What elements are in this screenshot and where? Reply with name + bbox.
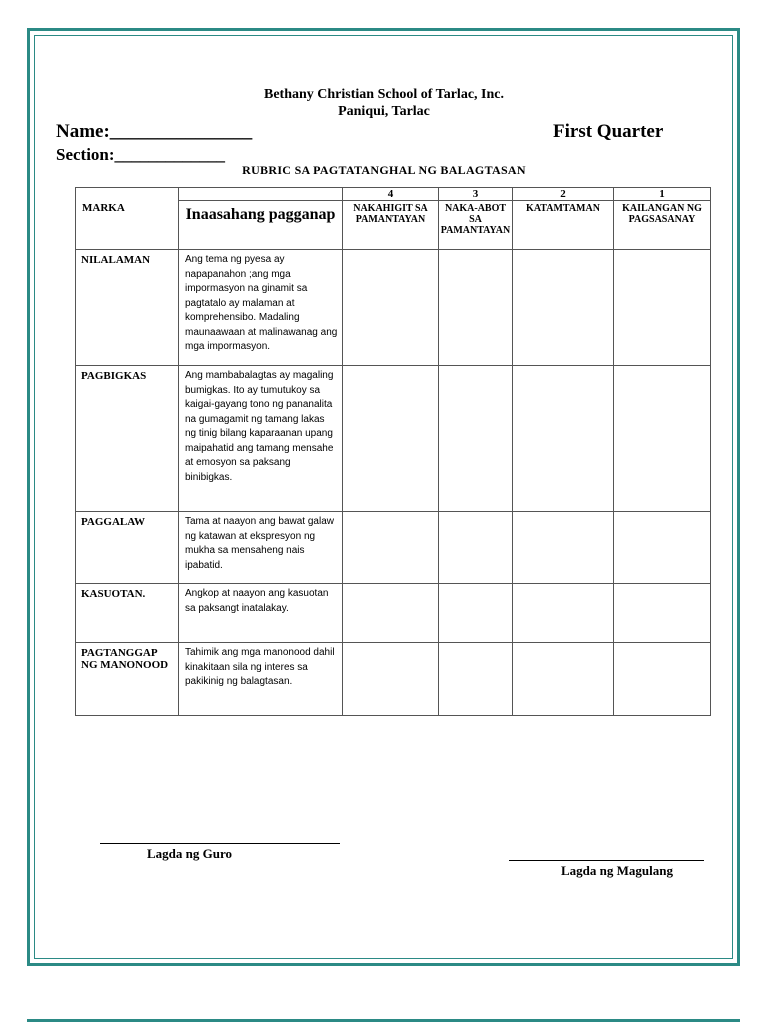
score-cell[interactable]: [343, 584, 439, 643]
score-cell[interactable]: [614, 512, 711, 584]
school-address: Paniqui, Tarlac: [338, 104, 430, 119]
table-row: [76, 643, 711, 716]
table-row: [76, 584, 711, 643]
parent-signature-line: [509, 860, 704, 861]
criterion-label: PAGGALAW: [76, 512, 179, 584]
bottom-rule: [27, 1019, 740, 1022]
score-cell[interactable]: [513, 584, 614, 643]
criterion-label: PAGBIGKAS: [76, 366, 179, 512]
teacher-signature-label: Lagda ng Guro: [147, 846, 233, 861]
score-cell[interactable]: [343, 512, 439, 584]
score-cell[interactable]: [513, 250, 614, 366]
score-cell[interactable]: [439, 512, 513, 584]
criterion-description: Ang mambabalagtas ay magaling bumigkas. Ito ay tumutukoy sa kaigai-gayang tono ng pananalita na gumagamit ng tamang lakas ng tinig bilang kaparaanan upang maipahatid ang tamang mensahe at emosyon sa paksang binibigkas.: [179, 366, 343, 512]
parent-signature-label: Lagda ng Magulang: [561, 863, 673, 878]
section-field: Section:_____________: [56, 145, 226, 164]
teacher-signature-line: [100, 843, 340, 844]
criterion-label: KASUOTAN.: [76, 584, 179, 643]
criterion-description: Tama at naayon ang bawat galaw ng katawan at ekspresyon ng mukha sa mensaheng nais ipabatid.: [179, 512, 343, 584]
table-row: [76, 250, 711, 366]
score-cell[interactable]: [614, 584, 711, 643]
level-nakahigit: NAKAHIGIT SA PAMANTAYAN: [343, 201, 439, 250]
quarter-label: First Quarter: [553, 121, 664, 142]
score-cell[interactable]: [614, 366, 711, 512]
table-row: [76, 366, 711, 512]
rubric-title: RUBRIC SA PAGTATANGHAL NG BALAGTASAN: [242, 163, 526, 177]
school-name: Bethany Christian School of Tarlac, Inc.: [264, 87, 504, 102]
score-cell[interactable]: [614, 643, 711, 716]
empty-header-cell: [179, 188, 343, 201]
score-2: 2: [513, 188, 614, 201]
score-cell[interactable]: [513, 643, 614, 716]
criterion-description: Ang tema ng pyesa ay napapanahon ;ang mga impormasyon na ginamit sa pagtatalo ay malaman at komprehensibo. Madaling maunaawaan at malinawanag ang mga impormasyon.: [179, 250, 343, 366]
level-katamtaman: KATAMTAMAN: [513, 201, 614, 250]
score-4: 4: [343, 188, 439, 201]
marka-header: MARKA: [76, 188, 179, 250]
score-1: 1: [614, 188, 711, 201]
score-row: [76, 188, 711, 201]
score-cell[interactable]: [513, 512, 614, 584]
table-row: [76, 512, 711, 584]
criterion-description: Tahimik ang mga manonood dahil kinakitaan sila ng interes sa pakikinig ng balagtasan.: [179, 643, 343, 716]
score-cell[interactable]: [439, 584, 513, 643]
score-cell[interactable]: [343, 643, 439, 716]
level-naka-abot: NAKA-ABOT SA PAMANTAYAN: [439, 201, 513, 250]
name-field: Name:_______________: [56, 121, 253, 142]
score-cell[interactable]: [513, 366, 614, 512]
score-cell[interactable]: [343, 366, 439, 512]
criterion-label: NILALAMAN: [76, 250, 179, 366]
score-3: 3: [439, 188, 513, 201]
score-cell[interactable]: [439, 250, 513, 366]
score-cell[interactable]: [439, 643, 513, 716]
level-kailangan: KAILANGAN NG PAGSASANAY: [614, 201, 711, 250]
score-cell[interactable]: [343, 250, 439, 366]
criterion-description: Angkop at naayon ang kasuotan sa paksangt inatalakay.: [179, 584, 343, 643]
score-cell[interactable]: [614, 250, 711, 366]
inaasahang-header: Inaasahang pagganap: [179, 201, 343, 250]
score-cell[interactable]: [439, 366, 513, 512]
rubric-table: [75, 187, 711, 716]
criterion-label: PAGTANGGAP NG MANONOOD: [76, 643, 179, 716]
